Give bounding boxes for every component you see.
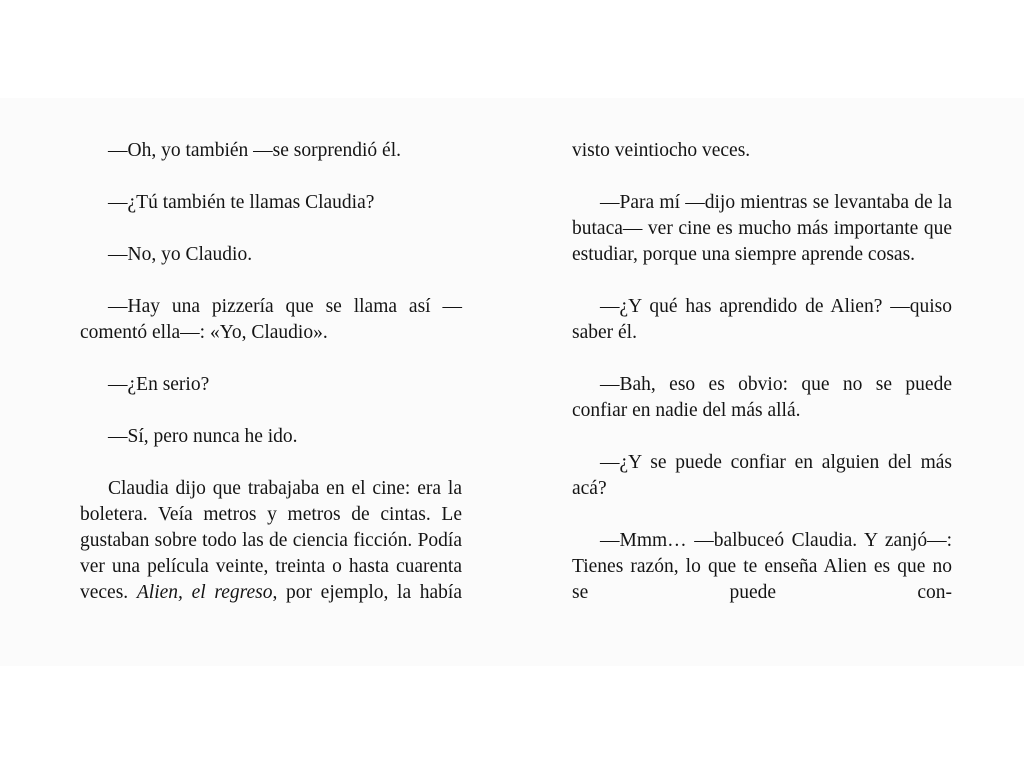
narrative-text-after: , por ejemplo, la había <box>272 582 463 603</box>
dialogue-line: —¿Y se puede confiar en alguien del más acá? <box>572 452 952 499</box>
film-title: Alien, el regreso <box>136 582 273 603</box>
continuation-line: visto veintiocho veces. <box>572 140 751 161</box>
dialogue-line: —Mmm… —balbuceó Claudia. Y zanjó—: Tienes razón, lo que te enseña Alien es que no se puede con- <box>572 530 952 603</box>
dialogue-line: —Bah, eso es obvio: que no se puede confiar en nadie del más allá. <box>572 374 952 421</box>
dialogue-line: —Hay una pizzería que se llama así —comentó ella—: «Yo, Claudio». <box>80 296 462 343</box>
narrative-paragraph <box>80 476 462 606</box>
left-page <box>80 138 462 606</box>
right-page <box>572 138 952 632</box>
narrative-text: Claudia dijo que trabajaba en el cine: era la boletera. Veía metros y metros de cintas. Le gustaban sobre todo las de ciencia ficción. Podía ver una película veinte, treinta o hasta cuarenta veces. <box>80 478 462 603</box>
dialogue-line: —Sí, pero nunca he ido. <box>108 426 298 447</box>
dialogue-line: —¿Tú también te llamas Claudia? <box>108 192 375 213</box>
dialogue-line: —¿En serio? <box>108 374 210 395</box>
dialogue-line: —Oh, yo también —se sorprendió él. <box>108 140 401 161</box>
dialogue-line: —¿Y qué has aprendido de Alien? —quiso saber él. <box>572 296 952 343</box>
dialogue-line: —Para mí —dijo mientras se levantaba de la butaca— ver cine es mucho más importante que estudiar, porque una siempre aprende cosas. <box>572 192 952 265</box>
dialogue-line: —No, yo Claudio. <box>108 244 253 265</box>
book-spread <box>0 98 1024 666</box>
